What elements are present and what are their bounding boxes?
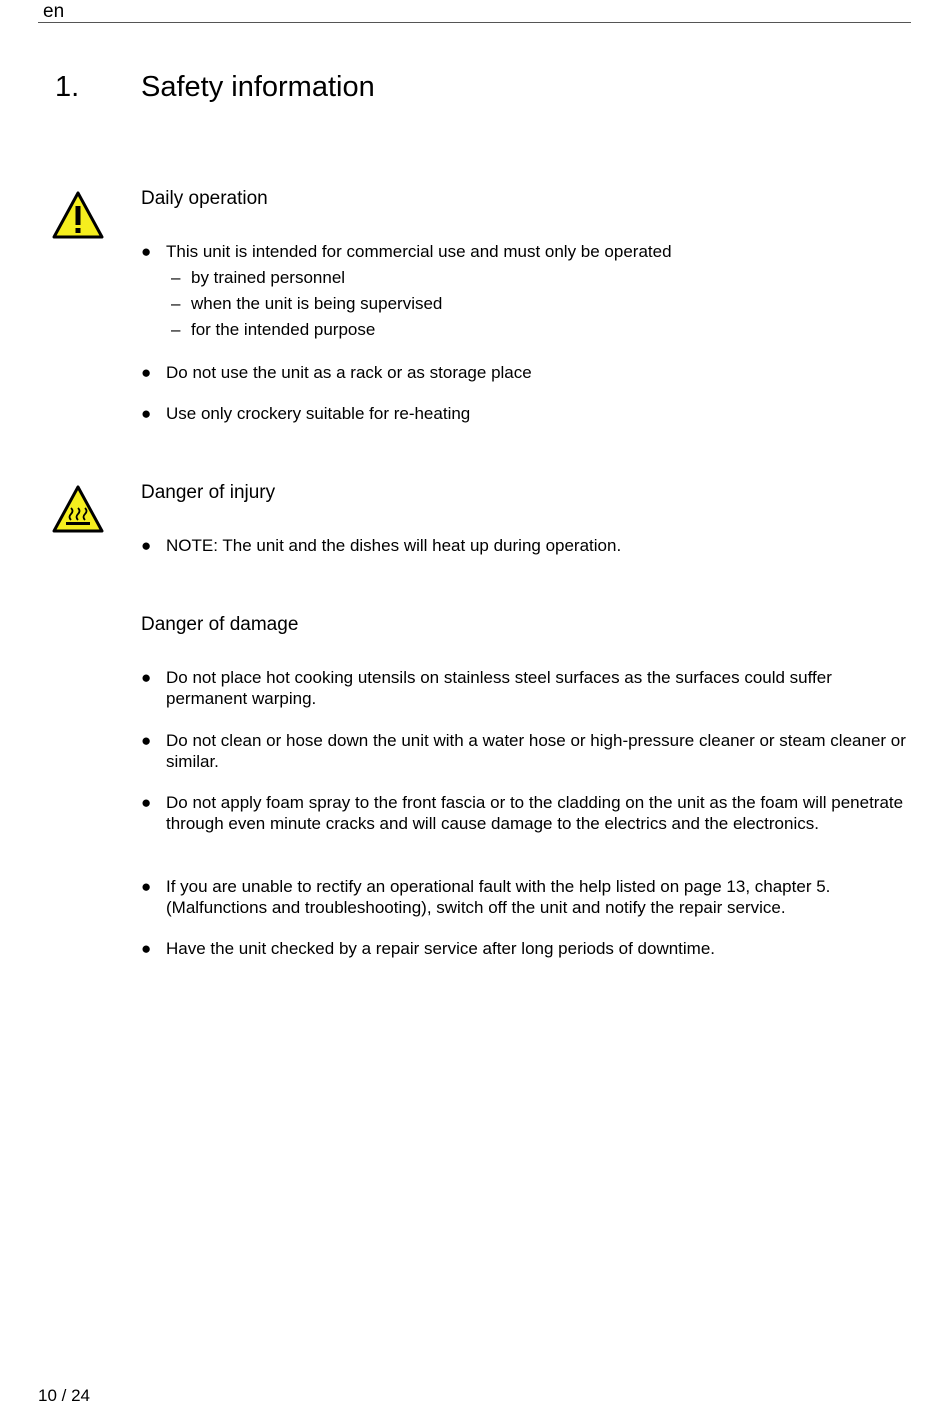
bullet: ● — [141, 404, 152, 423]
list-item: ● This unit is intended for commercial use and must only be operated — [141, 242, 672, 261]
list-item: ● Have the unit checked by a repair service after long periods of downtime. — [141, 939, 716, 958]
chapter-title: Safety information — [141, 71, 375, 103]
sub-list-item: – by trained personnel — [171, 268, 346, 287]
language-code: en — [43, 1, 65, 22]
bullet: ● — [141, 877, 152, 896]
bullet: ● — [141, 668, 152, 687]
page-number: 10 / 24 — [38, 1386, 90, 1405]
sub-list-item: – for the intended purpose — [171, 320, 376, 339]
section-title-daily-operation: Daily operation — [141, 188, 268, 209]
section-title-danger-of-injury: Danger of injury — [141, 482, 276, 503]
list-item: ● Do not place hot cooking utensils on stainless steel surfaces as the surfaces could suffer permanent warping. — [141, 668, 832, 708]
chapter-number: 1. — [55, 71, 80, 103]
list-item: ● Do not use the unit as a rack or as storage place — [141, 363, 532, 382]
list-item: ● Use only crockery suitable for re-heating — [141, 404, 471, 423]
bullet: ● — [141, 536, 152, 555]
list-item: ● Do not clean or hose down the unit with a water hose or high-pressure cleaner or steam cleaner or similar. — [141, 731, 906, 771]
bullet: ● — [141, 242, 152, 261]
warning-triangle-icon — [51, 190, 105, 240]
bullet: ● — [141, 731, 152, 750]
section-title-danger-of-damage: Danger of damage — [141, 614, 299, 635]
sub-list-item: – when the unit is being supervised — [171, 294, 443, 313]
list-item: ● Do not apply foam spray to the front fascia or to the cladding on the unit as the foam will penetrate through even minute cracks and will cause damage to the electrics and the electronics. — [141, 793, 904, 833]
bullet: ● — [141, 363, 152, 382]
list-item: ● If you are unable to rectify an operational fault with the help listed on page 13, chapter 5. (Malfunctions and troubleshooting), switch off the unit and notify the repair service. — [141, 877, 831, 917]
bullet: ● — [141, 939, 152, 958]
list-item: ● NOTE: The unit and the dishes will heat up during operation. — [141, 536, 622, 555]
header-rule — [38, 22, 911, 23]
bullet: ● — [141, 793, 152, 812]
hot-surface-warning-icon — [51, 484, 105, 534]
